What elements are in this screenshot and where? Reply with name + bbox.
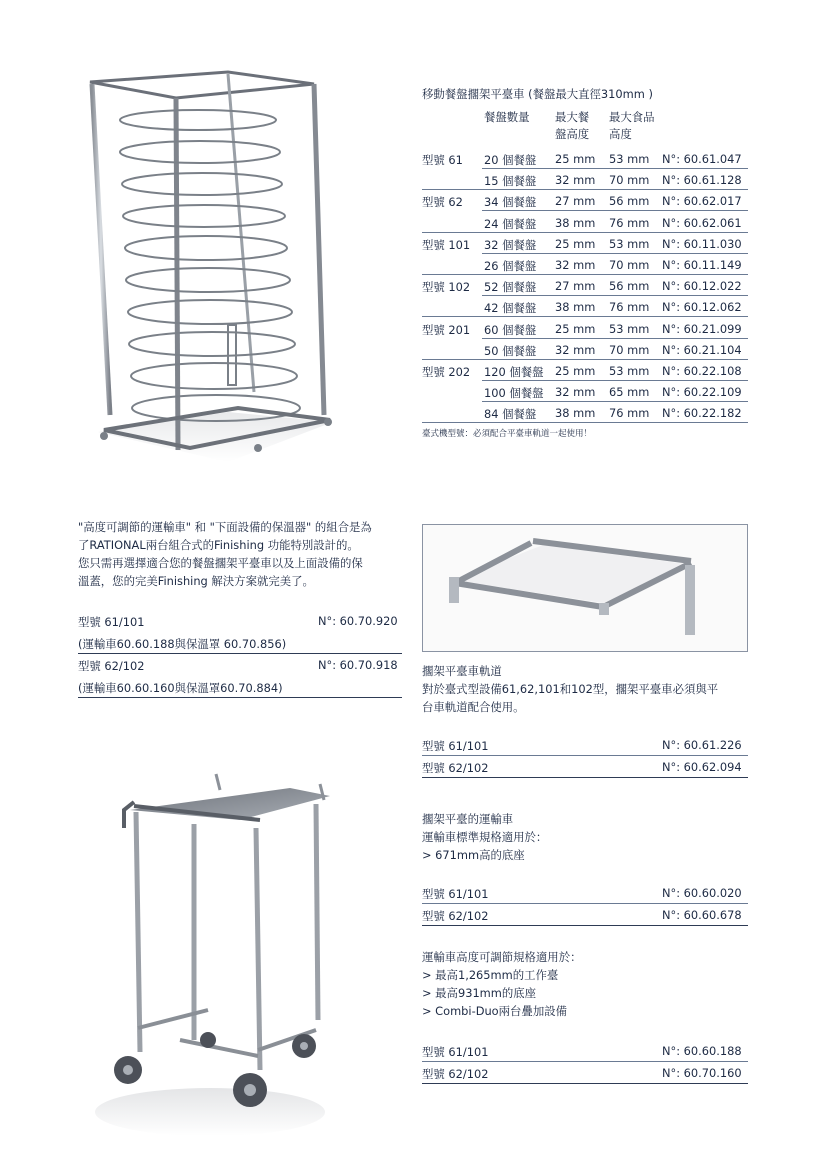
spec-table-row: [422, 339, 748, 360]
row-model: 型號 201: [422, 322, 471, 337]
spec-table-row: [422, 381, 748, 402]
row-plate-count: 50 個餐盤: [484, 343, 537, 358]
transport-adj-para-line: > 最高1,265mm的工作臺: [422, 968, 559, 982]
row-model: 型號 102: [422, 280, 471, 295]
row-max-food-height: 76 mm: [609, 215, 650, 230]
thermo-item-number: N°: 60.70.920: [318, 614, 398, 628]
rail-image: [422, 524, 748, 652]
transport-adj-para-line: > 最高931mm的底座: [422, 986, 537, 1000]
transport-trolley-image: [90, 770, 350, 1140]
row-plate-count: 52 個餐盤: [484, 280, 537, 295]
row-max-plate-height: 32 mm: [555, 342, 596, 357]
row-article-number: N°: 60.11.030: [662, 236, 742, 251]
thermo-para-line: 了RATIONAL兩台組合式的Finishing 功能特別設計的。: [78, 538, 359, 552]
thermo-item-row: [78, 610, 402, 632]
row-max-food-height: 56 mm: [609, 194, 650, 209]
spec-table-row: [422, 402, 748, 423]
transport-heading: 擱架平臺的運輸車: [422, 812, 514, 826]
thermo-para-line: "高度可調節的運輸車" 和 "下面設備的保溫器" 的組合是為: [78, 520, 372, 534]
row-max-food-height: 53 mm: [609, 321, 650, 336]
row-max-food-height: 65 mm: [609, 385, 650, 400]
transport-description: [422, 810, 547, 864]
header-plate-count: 餐盤數量: [484, 110, 530, 124]
row-plate-count: 34 個餐盤: [484, 195, 537, 210]
row-max-plate-height: 38 mm: [555, 406, 596, 421]
transport-adj-heading: 運輸車高度可調節規格適用於：: [422, 950, 582, 964]
row-max-plate-height: 25 mm: [555, 152, 596, 166]
row-article-number: N°: 60.21.099: [662, 321, 742, 336]
thermo-item-model: 型號 62/102: [78, 659, 145, 673]
transport-para-line: 運輸車標準規格適用於：: [422, 830, 548, 844]
row-model: 型號 62: [422, 195, 463, 210]
thermo-para-line: 您只需再選擇適合您的餐盤擱架平臺車以及上面設備的保: [78, 556, 363, 570]
header-max-food-height-1: 最大食品: [609, 110, 655, 124]
transport-item-number: N°: 60.60.678: [662, 908, 742, 922]
rail-description: [422, 662, 718, 716]
row-plate-count: 26 個餐盤: [484, 259, 537, 273]
transport-item-model: 型號 62/102: [422, 909, 489, 923]
rail-para-line: 台車軌道配合使用。: [422, 700, 525, 714]
header-max-plate-height-2: 盤高度: [555, 127, 590, 141]
row-max-plate-height: 25 mm: [555, 236, 596, 251]
row-plate-count: 32 個餐盤: [484, 237, 537, 252]
row-plate-count: 60 個餐盤: [484, 322, 537, 337]
row-max-food-height: 56 mm: [609, 279, 650, 294]
row-max-food-height: 70 mm: [609, 342, 650, 357]
row-article-number: N°: 60.22.182: [662, 406, 742, 421]
row-model: 型號 61: [422, 153, 463, 167]
transport-adj-item-model: 型號 61/101: [422, 1045, 489, 1059]
row-max-plate-height: 27 mm: [555, 279, 596, 294]
row-max-food-height: 70 mm: [609, 258, 650, 272]
spec-table-row: [422, 254, 748, 275]
thermo-item-row: [78, 654, 402, 676]
row-max-plate-height: 38 mm: [555, 300, 596, 315]
row-plate-count: 20 個餐盤: [484, 153, 537, 167]
transport-adjustable-description: [422, 948, 581, 1020]
transport-adj-item-number: N°: 60.60.188: [662, 1044, 742, 1058]
row-max-food-height: 76 mm: [609, 300, 650, 315]
spec-table-row: [422, 233, 748, 254]
spec-table-row: [422, 169, 748, 190]
thermo-item-subrow: [78, 632, 402, 654]
spec-table-row: [422, 148, 748, 169]
rail-item-number: N°: 60.62.094: [662, 760, 742, 774]
row-max-plate-height: 38 mm: [555, 215, 596, 230]
row-article-number: N°: 60.21.104: [662, 342, 742, 357]
row-plate-count: 24 個餐盤: [484, 216, 537, 231]
transport-item-row: [422, 882, 748, 904]
row-plate-count: 120 個餐盤: [484, 365, 544, 379]
row-article-number: N°: 60.62.017: [662, 194, 742, 209]
row-article-number: N°: 60.22.109: [662, 385, 742, 400]
row-max-food-height: 53 mm: [609, 236, 650, 251]
rail-item-number: N°: 60.61.226: [662, 738, 742, 752]
row-max-plate-height: 25 mm: [555, 321, 596, 336]
transport-adj-para-line: > Combi-Duo兩台疊加設備: [422, 1004, 567, 1018]
row-max-food-height: 76 mm: [609, 406, 650, 421]
transport-para-line: > 671mm高的底座: [422, 848, 525, 862]
rail-item-row: [422, 734, 748, 756]
spec-table-row: [422, 212, 748, 233]
rail-item-model: 型號 62/102: [422, 761, 489, 775]
row-article-number: N°: 60.12.022: [662, 279, 742, 294]
transport-adj-item-number: N°: 60.70.160: [662, 1066, 742, 1080]
row-model: 型號 202: [422, 365, 471, 379]
row-max-plate-height: 32 mm: [555, 385, 596, 400]
row-max-plate-height: 25 mm: [555, 364, 596, 378]
transport-adj-item-model: 型號 62/102: [422, 1067, 489, 1081]
row-max-food-height: 53 mm: [609, 152, 650, 166]
row-article-number: N°: 60.22.108: [662, 364, 742, 378]
transport-item-number: N°: 60.60.020: [662, 886, 742, 900]
thermo-item-model: 型號 61/101: [78, 615, 145, 629]
row-max-plate-height: 27 mm: [555, 194, 596, 209]
row-plate-count: 100 個餐盤: [484, 386, 544, 401]
header-max-plate-height-1: 最大餐: [555, 110, 590, 124]
plate-rack-trolley-image: [78, 70, 358, 490]
thermo-para-line: 溫蓋，您的完美Finishing 解決方案就完美了。: [78, 574, 314, 588]
row-max-food-height: 70 mm: [609, 173, 650, 188]
row-article-number: N°: 60.11.149: [662, 258, 742, 272]
row-plate-count: 15 個餐盤: [484, 174, 537, 189]
row-article-number: N°: 60.61.047: [662, 152, 742, 166]
spec-table-title: 移動餐盤擱架平臺車 (餐盤最大直徑310mm ): [422, 87, 653, 101]
spec-table-row: [422, 296, 748, 317]
row-article-number: N°: 60.61.128: [662, 173, 742, 188]
transport-item-row: [422, 904, 748, 926]
spec-table-note: 臺式機型號：必須配合平臺車軌道一起使用！: [422, 429, 593, 439]
thermo-item-number: N°: 60.70.918: [318, 658, 398, 672]
spec-table-row: [422, 275, 748, 296]
header-max-food-height-2: 高度: [609, 127, 632, 141]
row-plate-count: 84 個餐盤: [484, 407, 537, 422]
row-model: 型號 101: [422, 237, 471, 252]
thermo-item-components: (運輸車60.60.188與保溫罩 60.70.856): [78, 637, 287, 651]
row-article-number: N°: 60.62.061: [662, 215, 742, 230]
row-article-number: N°: 60.12.062: [662, 300, 742, 315]
spec-table-row: [422, 318, 748, 339]
transport-item-model: 型號 61/101: [422, 887, 489, 901]
rail-item-model: 型號 61/101: [422, 739, 489, 753]
rail-heading: 擱架平臺車軌道: [422, 664, 502, 678]
spec-table-row: [422, 360, 748, 381]
thermo-cover-description: [78, 518, 372, 590]
thermo-item-components: (運輸車60.60.160與保溫罩60.70.884): [78, 681, 283, 695]
transport-adj-item-row: [422, 1062, 748, 1084]
transport-adj-item-row: [422, 1040, 748, 1062]
row-plate-count: 42 個餐盤: [484, 301, 537, 316]
rail-para-line: 對於臺式型設備61,62,101和102型，擱架平臺車必須與平: [422, 682, 719, 696]
row-max-food-height: 53 mm: [609, 364, 650, 378]
rail-item-row: [422, 756, 748, 778]
spec-table-row: [422, 190, 748, 211]
thermo-item-subrow: [78, 676, 402, 698]
row-max-plate-height: 32 mm: [555, 173, 596, 188]
row-max-plate-height: 32 mm: [555, 258, 596, 272]
